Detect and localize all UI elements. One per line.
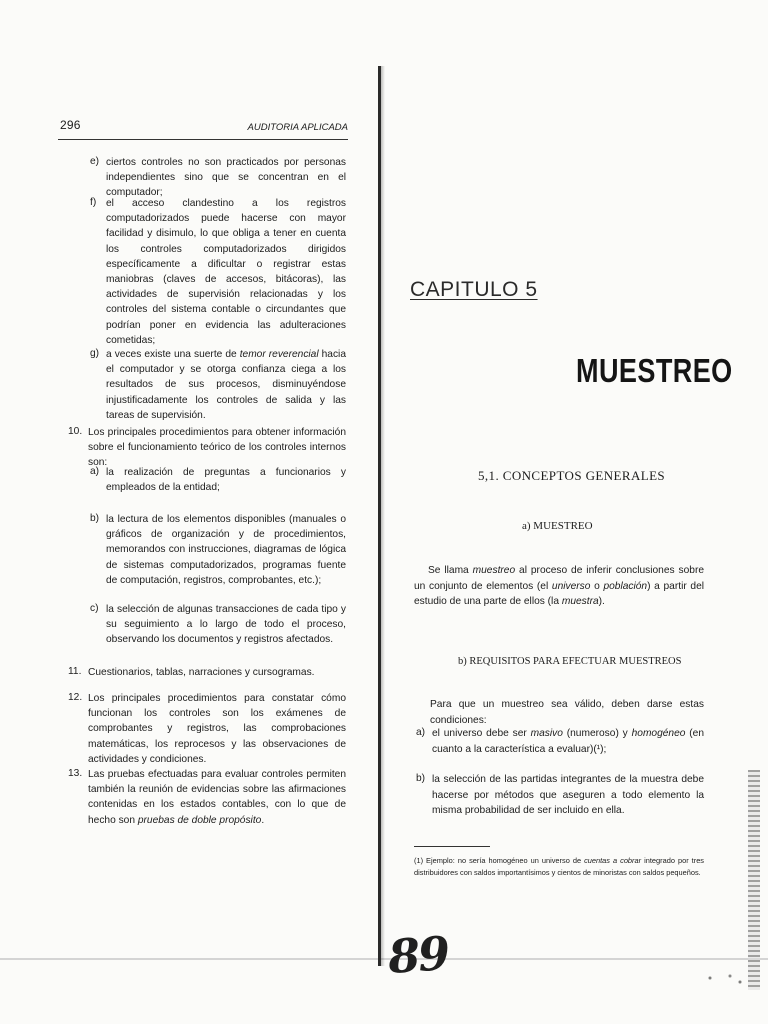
req-a-part1: el universo debe ser [432,728,531,739]
item-10c-text: la selección de algunas transacciones de cada tipo y su seguimiento a lo largo de todo el proceso, observando los documentos y registros afectados. [106,604,346,646]
chapter-title: MUESTREO [576,352,733,389]
item-g-italic: temor reverencial [239,349,319,360]
footnote-italic: cuentas a cobrar [584,856,642,865]
para-a-italic-muestreo: muestreo [472,565,516,576]
item-11-label: 11. [68,666,82,677]
para-a-part4: ) a partir del estudio de una parte de ellos (la [414,580,705,607]
subsection-a-heading: a) MUESTREO [522,520,593,532]
section-title: 5,1. CONCEPTOS GENERALES [478,468,666,483]
item-g-text-before: a veces existe una suerte de [106,349,240,360]
item-e-label: e) [90,156,100,167]
req-a-part3: (en cuanto a la característica a evaluar)(¹); [432,728,705,755]
req-a-italic-masivo: masivo [530,728,563,739]
subsection-b-heading: b) REQUISITOS PARA EFECTUAR MUESTREOS [458,656,682,667]
handwritten-page-number: 89 [386,925,450,985]
item-f-text: el acceso clandestino a los registros computadorizados puede hacerse con mayor facilidad y disimulo, lo que obliga a tener en cuenta los controles computadorizados dirigidos específicamente a dificultar o registrar estas maniobras (claves de accesos, bitácoras), las actividades de supervisión relacionadas y los controles del sistema contable o circundantes que podrían poner en evidencia las adulteraciones cometidas; [106,198,346,346]
req-a-text [432,726,704,757]
running-head: AUDITORIA APLICADA [247,122,348,133]
item-13-text [88,767,346,828]
footnote-part2: integrado por tres distribuidores con saldos importantísimos y cientos de minoristas con saldos pequeños. [414,856,704,877]
item-13-text-after: . [261,814,265,826]
req-b-label: b) [416,773,426,784]
item-g-text [106,347,346,423]
item-13-text-before: Las pruebas efectuadas para evaluar controles permiten también la reunión de evidencias sobre las afirmaciones contenidas en los estados contables, con lo que de hecho son [88,769,346,826]
para-a-italic-universo: universo [551,580,591,592]
item-10a-label: a) [90,466,100,477]
item-e-text: ciertos controles no son practicados por personas independientes sino que se concentran en el computador; [106,157,346,199]
req-a-italic-homogeneo: homogéneo [631,728,686,739]
paragraph-requisitos: Para que un muestreo sea válido, deben darse estas condiciones: [430,699,704,726]
gutter-shadow [381,66,385,966]
item-12-text: Los principales procedimientos para constatar cómo funcionan los controles son los exámenes de comprobantes y registros, las comprobaciones matemáticas, los reprocesos y las observaciones de actividades y condiciones. [88,693,346,765]
item-11-text: Cuestionarios, tablas, narraciones y cursogramas. [88,667,315,678]
para-a-part3: o [590,580,604,592]
item-13-label: 13. [68,768,83,779]
req-b-text: la selección de las partidas integrantes de la muestra debe hacerse por métodos que aseguren a todo elemento la misma probabilidad de ser incluido en ella. [432,774,704,816]
para-a-italic-muestra: muestra [561,596,599,607]
footnote [414,855,704,879]
item-g-label: g) [90,348,100,359]
header-rule [58,139,348,140]
item-10-text: Los principales procedimientos para obtener información sobre el funcionamiento teórico de los controles internos son: [88,427,346,469]
req-a-label: a) [416,727,426,738]
item-13-italic: pruebas de doble propósito [137,814,262,826]
item-10c-label: c) [90,603,99,614]
item-f-label: f) [90,197,97,208]
para-a-part5: ). [598,596,605,607]
page-number: 296 [60,118,81,132]
page-edge-stack [748,770,760,990]
req-a-part2: (numeroso) y [562,728,632,739]
paragraph-muestreo [414,563,704,610]
item-10a-text: la realización de preguntas a funcionarios y empleados de la entidad; [106,467,346,494]
para-a-part1: Se llama [428,565,473,576]
para-a-part2: al proceso de inferir conclusiones sobre un conjunto de elementos (el [414,565,705,592]
item-g-text-after: hacia el computador y se otorga confianza ciega a los resultados de sus procesos, disminuyéndose injustificadamente los controles de salida y las tareas de supervisión. [106,349,346,421]
left-page-header [58,118,348,136]
item-10-label: 10. [68,426,83,437]
scan-specks [700,968,750,988]
para-a-italic-poblacion: población [603,580,648,592]
chapter-label: CAPITULO 5 [410,278,538,301]
item-10b-text: la lectura de los elementos disponibles (manuales o gráficos de organización y de procedimientos, memorandos con instrucciones, diagramas de lógica de sistemas computadorizados, programas fuente de computación, registros, comprobantes, etc.); [106,514,346,586]
item-12-label: 12. [68,692,83,703]
footnote-rule [414,846,490,847]
footnote-part1: (1) Ejemplo: no sería homogéneo un universo de [414,856,585,865]
item-10b-label: b) [90,513,100,524]
